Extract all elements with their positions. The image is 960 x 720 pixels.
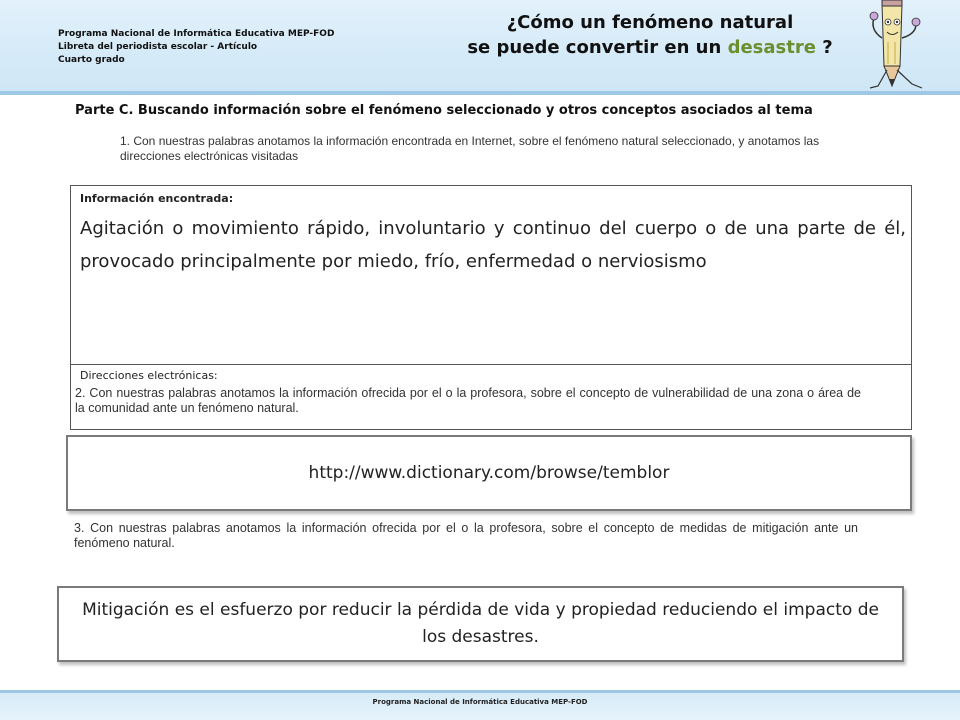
program-name: Programa Nacional de Informática Educativa MEP-FOD — [58, 29, 335, 39]
footer-text: Programa Nacional de Informática Educativa MEP-FOD — [372, 698, 588, 706]
section-heading: Parte C. Buscando información sobre el fenómeno seleccionado y otros conceptos asociados al tema — [75, 103, 813, 118]
page-title — [440, 10, 860, 60]
instruction-1: 1. Con nuestras palabras anotamos la información encontrada en Internet, sobre el fenómeno natural seleccionado, y anotamos las direcciones electrónicas visitadas — [120, 134, 820, 163]
web-addresses-label: Direcciones electrónicas: — [80, 369, 218, 382]
grade-level: Cuarto grado — [58, 55, 125, 65]
info-divider — [71, 364, 911, 365]
instruction-3: 3. Con nuestras palabras anotamos la información ofrecida por el o la profesora, sobre el concepto de medidas de mitigación ante un fenómeno natural. — [74, 521, 858, 550]
url-box — [66, 435, 912, 511]
mitigation-box — [57, 586, 904, 662]
instruction-2: 2. Con nuestras palabras anotamos la información ofrecida por el o la profesora, sobre el concepto de vulnerabilidad de una zona o área de la comunidad ante un fenómeno natural. — [75, 386, 861, 415]
notebook-name: Libreta del periodista escolar - Artículo — [58, 42, 258, 52]
web-address-link[interactable]: http://www.dictionary.com/browse/temblor — [308, 463, 670, 483]
header-band — [0, 0, 960, 95]
title-line-2-suffix: ? — [815, 37, 833, 58]
title-accent-word: desastre — [727, 37, 816, 58]
info-box — [70, 185, 912, 430]
title-line-2-prefix: se puede convertir en un — [467, 37, 728, 58]
program-info — [58, 28, 334, 67]
title-line-1: ¿Cómo un fenómeno natural — [506, 12, 794, 33]
pencil-mascot-icon — [860, 0, 930, 92]
info-found-text: Agitación o movimiento rápido, involuntario y continuo del cuerpo o de una parte de él, provocado principalmente por miedo, frío, enfermedad o nerviosismo — [80, 218, 906, 272]
mitigation-text: Mitigación es el esfuerzo por reducir la pérdida de vida y propiedad reduciendo el impacto de los desastres. — [82, 600, 879, 647]
info-found-label: Información encontrada: — [80, 192, 234, 205]
title-line-2 — [440, 35, 860, 60]
footer-band — [0, 690, 960, 720]
